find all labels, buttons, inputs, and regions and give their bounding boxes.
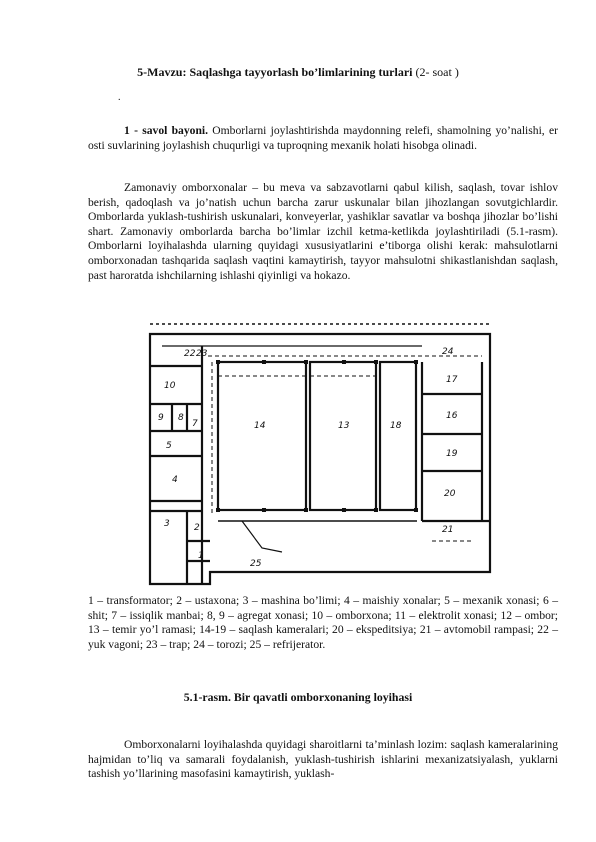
label-4: 4 bbox=[172, 475, 178, 485]
hall-13 bbox=[310, 362, 376, 510]
label-3: 3 bbox=[164, 519, 170, 529]
paragraph-2: Zamonaviy omborxonalar – bu meva va sabzavotlarni qabul kilish, saqlash, tovar ishlov berish, qadoqlash va jo’natish uchun barcha zarur uskunalar bilan jihozlangan sovutgichlardir. Omborlarda yuklash-tushirish uskunalari, konveyerlar, yashiklar savatlar va boshqa jihozlar bo’lishi shart. Zamonaviy omborlarda barcha bo’limlar izchil ketma-ketlikda joylashtiriladi (5.1-rasm). Omborlarni loyihalashda ularning quyidagi xususiyatlarini e’tiborga olishi kerak: mahsulotlarni omborxonadan tashqarida saqlash vaqtini kamaytirish, tayyor mahsulotni shikastlanishdan saqlash, past haroratda ishchilarning ishlashi qiyinligi va hokazo. bbox=[88, 181, 558, 282]
label-1: 1 bbox=[198, 551, 204, 561]
label-18: 18 bbox=[390, 421, 402, 431]
page-title bbox=[0, 65, 596, 80]
hall-14 bbox=[218, 362, 306, 510]
closing-paragraph: Omborxonalarni loyihalashda quyidagi sharoitlarni ta’minlash lozim: saqlash kameralarining hajmidan to’liq va samarali foydalanish, yuklash-tushirish ishlarini mexanizatsiyalash, yuklarni tashish yo’llarining masofasini kamaytirish, yuklash- bbox=[88, 738, 558, 781]
label-10: 10 bbox=[164, 381, 176, 391]
label-23: 23 bbox=[196, 349, 208, 359]
label-20: 20 bbox=[444, 489, 456, 499]
label-25: 25 bbox=[250, 559, 262, 569]
stray-dot: . bbox=[118, 92, 121, 103]
floor-plan-figure bbox=[142, 316, 494, 588]
label-14: 14 bbox=[254, 421, 266, 431]
section-heading: 1 - savol bayoni. bbox=[124, 124, 209, 137]
figure-title: 5.1-rasm. Bir qavatli omborxonaning loyihasi bbox=[183, 690, 413, 704]
paragraph-1 bbox=[88, 124, 558, 153]
label-16: 16 bbox=[446, 411, 458, 421]
label-9: 9 bbox=[158, 413, 164, 423]
paragraph-1-text: Omborlarni joylashtirishda maydonning relefi, shamolning yo’nalishi, er osti suvlarining joylashish chuqurligi va tuproqning mexanik holati hisobga olinadi. bbox=[88, 124, 558, 152]
label-5: 5 bbox=[166, 441, 172, 451]
label-22: 22 bbox=[184, 349, 196, 359]
label-7: 7 bbox=[192, 419, 198, 429]
label-19: 19 bbox=[446, 449, 458, 459]
label-2: 2 bbox=[194, 523, 200, 533]
label-21: 21 bbox=[442, 525, 454, 535]
figure-legend: 1 – transformator; 2 – ustaxona; 3 – mashina bo’limi; 4 – maishiy xonalar; 5 – mexanik xonasi; 6 – shit; 7 – issiqlik manbai; 8, 9 – agregat xonasi; 10 – omborxona; 11 – elektrolit xonasi; 12 – ombor; 13 – temir yo’l ramasi; 14-19 – saqlash kameralari; 20 – ekspeditsiya; 21 – avtomobil rampasi; 22 – yuk vagoni; 23 – trap; 24 – torozi; 25 – refrijerator. bbox=[88, 594, 558, 651]
label-17: 17 bbox=[446, 375, 458, 385]
title-hours: (2- soat ) bbox=[412, 65, 459, 79]
label-24: 24 bbox=[442, 347, 454, 357]
label-8: 8 bbox=[178, 413, 184, 423]
hall-18 bbox=[380, 362, 416, 510]
title-main: 5-Mavzu: Saqlashga tayyorlash bo’limlarining turlari bbox=[137, 65, 413, 79]
label-13: 13 bbox=[338, 421, 350, 431]
